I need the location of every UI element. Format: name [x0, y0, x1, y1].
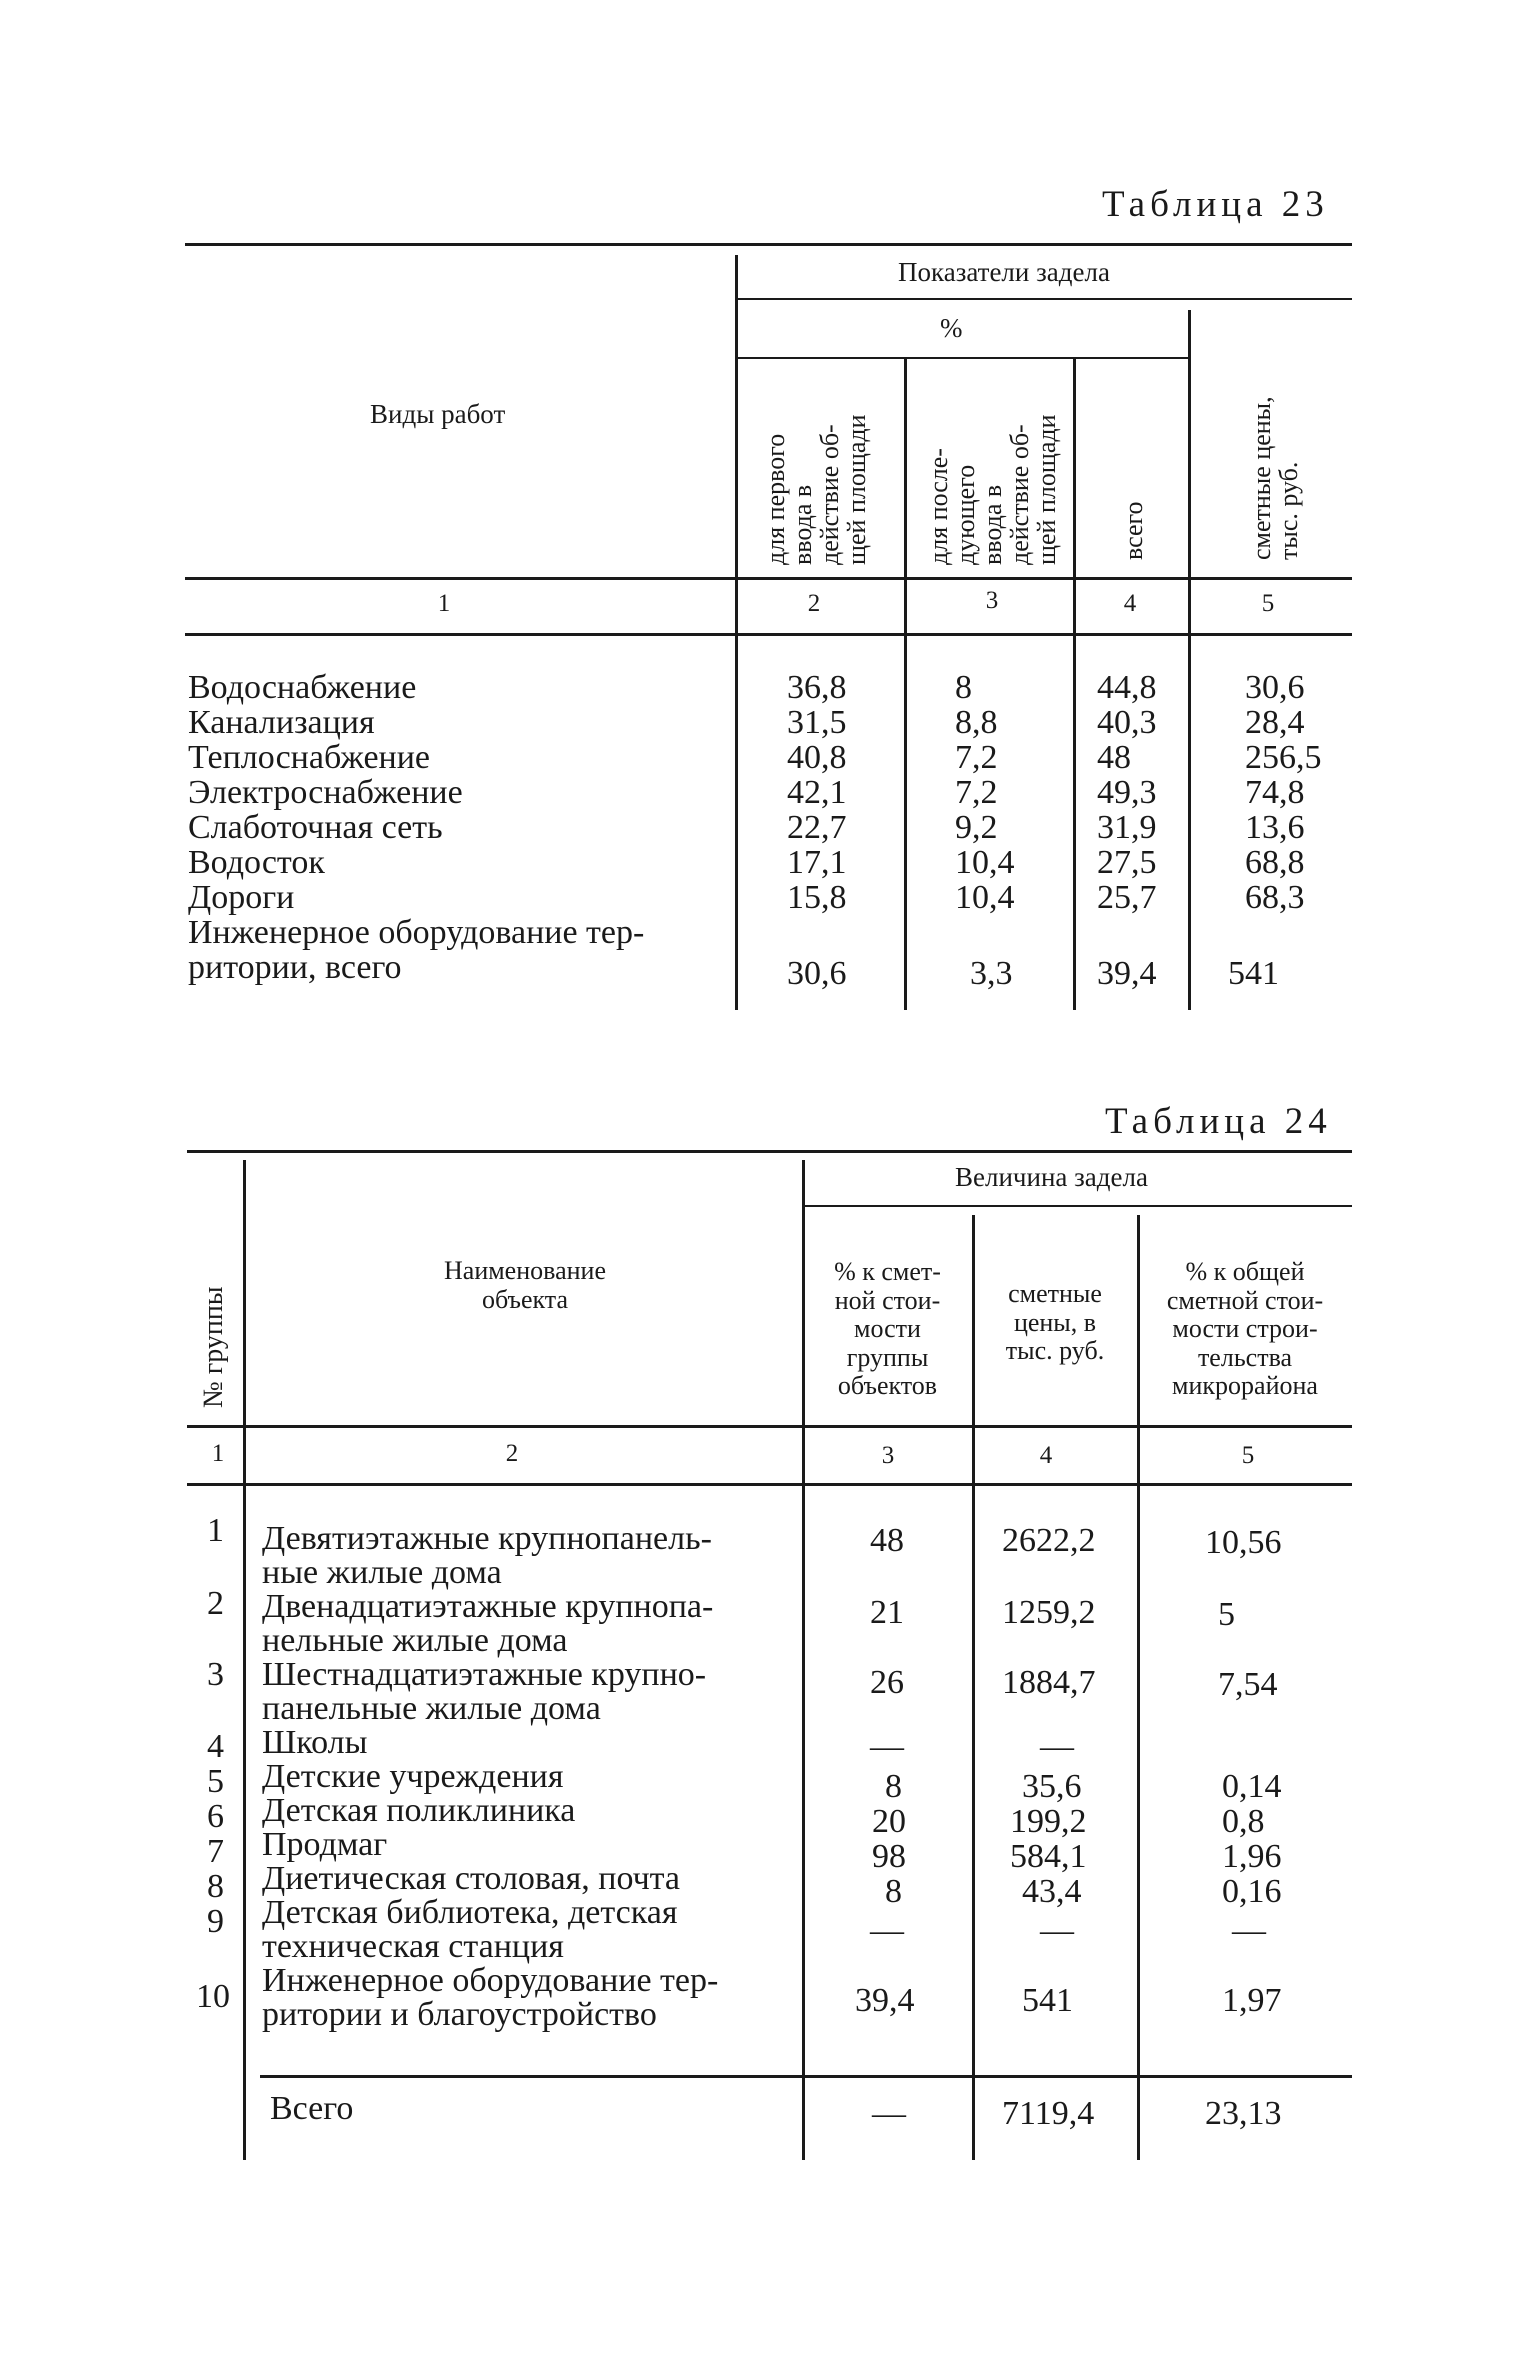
table-23-vline: [1188, 310, 1191, 1010]
col-number: 4: [1123, 590, 1137, 617]
group-number: 8: [207, 1868, 224, 1905]
cell-c4: 199,2: [1010, 1803, 1087, 1840]
table-row: Канализация: [188, 704, 375, 741]
cell-c3: 39,4: [855, 1982, 915, 2019]
name-header: Наименование объекта: [444, 1256, 606, 1314]
table-row: Шестнадцатиэтажные крупно-: [262, 1656, 707, 1693]
col-number: 1: [211, 1440, 225, 1467]
col5-header: сметные цены, тыс. руб.: [1247, 396, 1303, 560]
table-row: Электроснабжение: [188, 774, 463, 811]
cell-c4: 584,1: [1010, 1838, 1087, 1875]
cell-c3: —: [870, 1912, 904, 1949]
cell-c3: 48: [870, 1522, 904, 1559]
table-row: Продмаг: [262, 1826, 388, 1863]
col-number: 5: [1241, 1442, 1255, 1469]
table-row: Инженерное оборудование тер-: [188, 914, 645, 951]
col-number: 2: [807, 590, 821, 617]
group-number: 9: [207, 1903, 224, 1940]
table-row: Водоснабжение: [188, 669, 417, 706]
total-c5: 23,13: [1205, 2095, 1282, 2132]
table-row: Водосток: [188, 844, 325, 881]
group-number: 6: [207, 1798, 224, 1835]
table-row: Девятиэтажные крупнопанель-: [262, 1520, 712, 1557]
col4-header: сметные цены, в тыс. руб.: [1005, 1279, 1105, 1366]
table-row: ные жилые дома: [262, 1554, 502, 1591]
total-c4: 39,4: [1097, 955, 1157, 992]
cell-c4: 2622,2: [1002, 1522, 1096, 1559]
group-number: 1: [207, 1512, 224, 1549]
table-row: Слаботочная сеть: [188, 809, 443, 846]
table-23-vline: [735, 255, 738, 1010]
col3-header: % к смет- ной стои- мости группы объектов: [834, 1257, 941, 1401]
cell-c5: 0,8: [1222, 1803, 1265, 1840]
table-row: Школы: [262, 1724, 368, 1761]
group-header-rule: [735, 298, 1352, 300]
col-number: 1: [437, 590, 451, 617]
table-row: Детская поликлиника: [262, 1792, 576, 1829]
col3-values: 8 8,8 7,2 7,2 9,2 10,4 10,4: [955, 669, 1015, 916]
col5-header: % к общей сметной стои- мости строи- тельства микрорайона: [1166, 1257, 1324, 1401]
col4-values: 44,8 40,3 48 49,3 31,9 27,5 25,7: [1097, 669, 1157, 916]
cell-c3: 8: [885, 1768, 902, 1805]
col-number: 3: [881, 1442, 895, 1469]
table-row: Двенадцатиэтажные крупнопа-: [262, 1588, 714, 1625]
group-number: 4: [207, 1728, 224, 1765]
table-row: панельные жилые дома: [262, 1690, 601, 1727]
table-24-title: Таблица 24: [1105, 1101, 1332, 1142]
cell-c4: 35,6: [1022, 1768, 1082, 1805]
cell-c5: 0,14: [1222, 1768, 1282, 1805]
col5-values: 30,6 28,4 256,5 74,8 13,6 68,8 68,3: [1245, 669, 1322, 916]
col-number: 2: [505, 1440, 519, 1467]
group-number: 5: [207, 1763, 224, 1800]
cell-c3: 98: [872, 1838, 906, 1875]
cell-c3: 20: [872, 1803, 906, 1840]
cell-c3: 21: [870, 1594, 904, 1631]
table-23-vline: [904, 357, 907, 1010]
cell-c3: 8: [885, 1873, 902, 1910]
header-bottom-rule: [185, 577, 1352, 580]
group-header: Величина задела: [955, 1162, 1148, 1192]
total-top-rule: [260, 2075, 1352, 2078]
header-bottom-rule: [187, 1425, 1352, 1428]
pct-header-rule: [735, 357, 1190, 359]
total-c2: 30,6: [787, 955, 847, 992]
table-row: ритории и благоустройство: [262, 1996, 657, 2033]
col2-header: для первого ввода в действие об- щей площади: [761, 414, 871, 565]
total-label: Всего: [270, 2090, 354, 2127]
table-row: Детская библиотека, детская: [262, 1894, 678, 1931]
total-c4: 7119,4: [1002, 2095, 1095, 2132]
table-row: Теплоснабжение: [188, 739, 431, 776]
col3-header: для после- дующего ввода в действие об- щей площади: [924, 414, 1061, 565]
col2-values: 36,8 31,5 40,8 42,1 22,7 17,1 15,8: [787, 669, 847, 916]
table-row: ритории, всего: [188, 949, 402, 986]
cell-c3: 26: [870, 1664, 904, 1701]
cell-c4: 1259,2: [1002, 1594, 1096, 1631]
total-c3: —: [872, 2095, 906, 2132]
cell-c4: —: [1040, 1912, 1074, 1949]
table-23-vline: [1073, 357, 1076, 1010]
cell-c5: 10,56: [1205, 1524, 1282, 1561]
cell-c4: 541: [1022, 1982, 1073, 2019]
table-row: Детские учреждения: [262, 1758, 564, 1795]
cell-c3: —: [870, 1728, 904, 1765]
col-number: 4: [1039, 1442, 1053, 1469]
colnum-bottom-rule: [187, 1483, 1352, 1486]
table-row: техническая станция: [262, 1928, 564, 1965]
group-number-header: № группы: [198, 1286, 229, 1408]
total-c3: 3,3: [970, 955, 1013, 992]
group-header-rule: [804, 1205, 1352, 1207]
stub-header: Виды работ: [370, 399, 506, 429]
total-c5: 541: [1228, 955, 1279, 992]
group-number: 10: [196, 1978, 230, 2015]
col-number: 5: [1261, 590, 1275, 617]
table-row: Инженерное оборудование тер-: [262, 1962, 719, 1999]
cell-c5: 1,97: [1222, 1982, 1282, 2019]
table-23-title: Таблица 23: [1102, 184, 1329, 225]
cell-c5: —: [1232, 1912, 1266, 1949]
table-row: нельные жилые дома: [262, 1622, 568, 1659]
cell-c4: 43,4: [1022, 1873, 1082, 1910]
group-header: Показатели задела: [898, 257, 1110, 287]
table-row: Диетическая столовая, почта: [262, 1860, 681, 1897]
cell-c5: 7,54: [1218, 1666, 1278, 1703]
group-number: 3: [207, 1656, 224, 1693]
cell-c5: 5: [1218, 1596, 1235, 1633]
group-number: 2: [207, 1585, 224, 1622]
cell-c4: —: [1040, 1728, 1074, 1765]
col4-header: всего: [1119, 501, 1148, 560]
table-23-top-rule: [185, 243, 1352, 246]
table-24-vline: [243, 1160, 246, 2160]
cell-c5: 1,96: [1222, 1838, 1282, 1875]
row-name-column: [188, 670, 644, 985]
table-row: Дороги: [188, 879, 295, 916]
cell-c5: 0,16: [1222, 1873, 1282, 1910]
group-number: 7: [207, 1833, 224, 1870]
pct-header: %: [940, 313, 963, 343]
cell-c4: 1884,7: [1002, 1664, 1096, 1701]
row-name-column: [262, 1522, 718, 2032]
col-number: 3: [985, 587, 999, 614]
colnum-bottom-rule: [185, 633, 1352, 636]
table-24-top-rule: [187, 1150, 1352, 1153]
